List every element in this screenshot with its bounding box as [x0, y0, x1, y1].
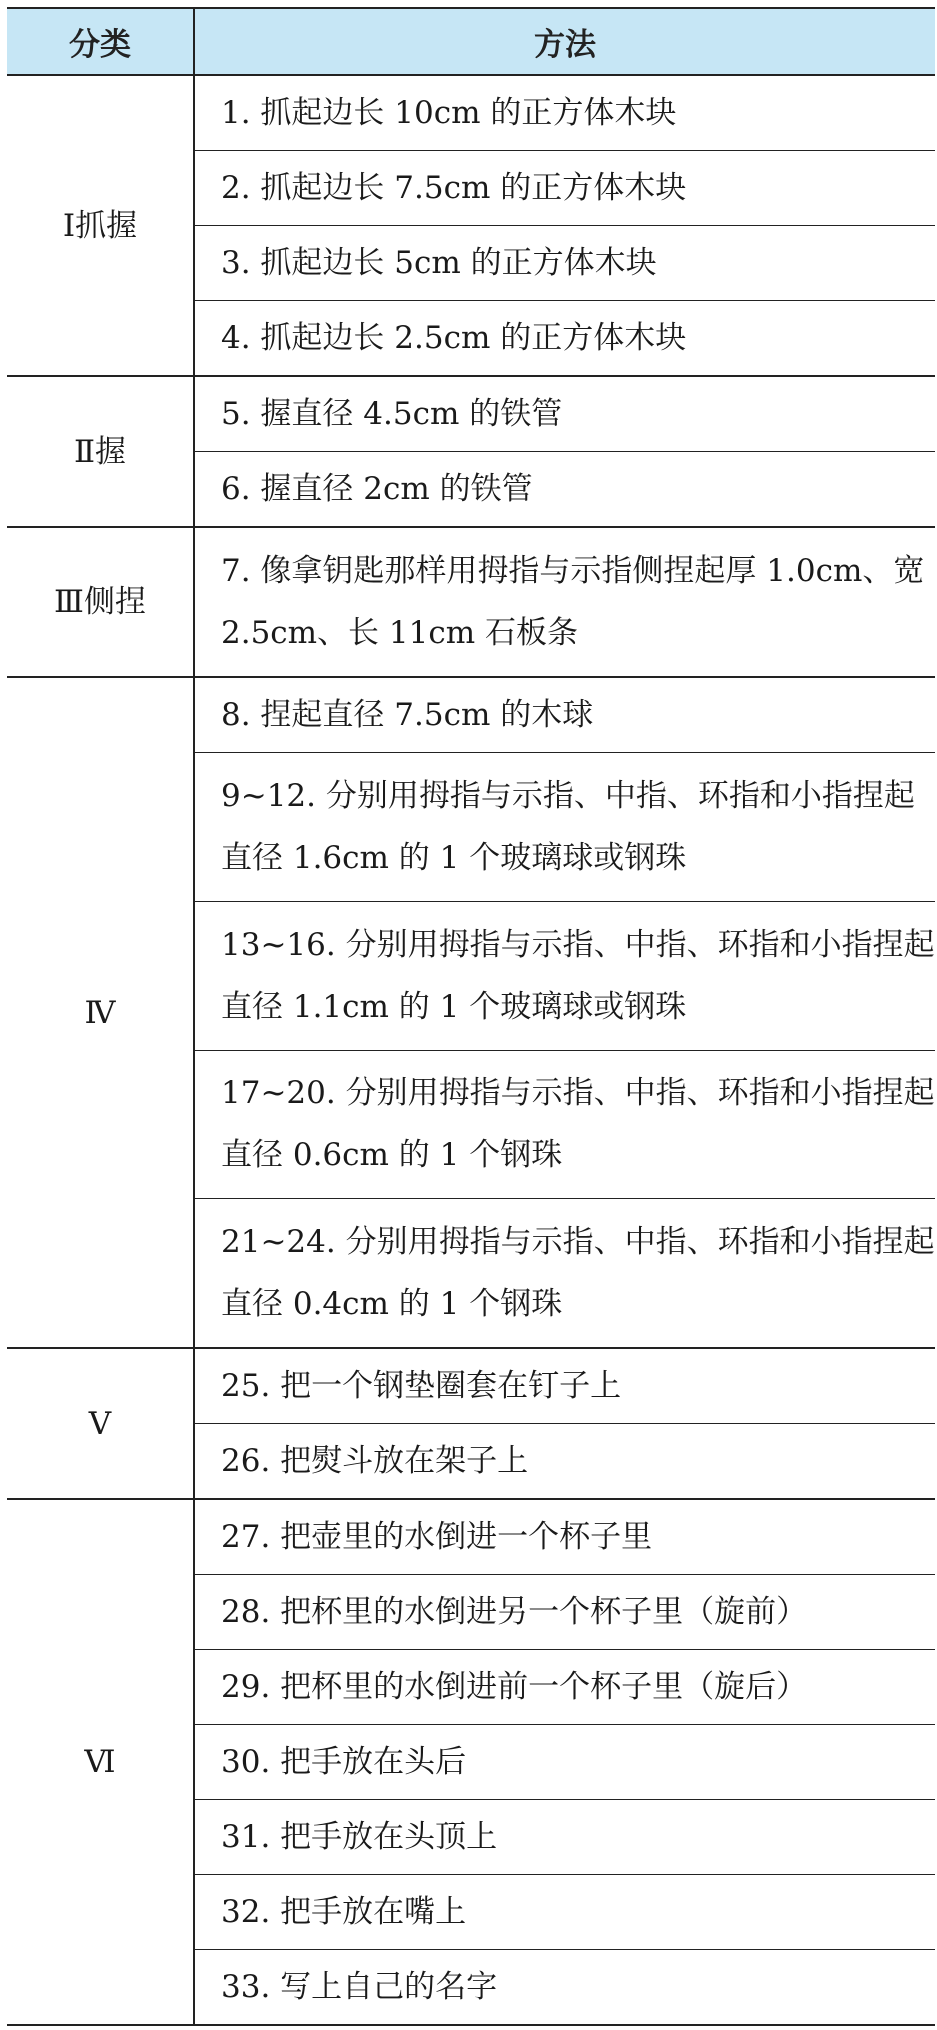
method-cell: 31. 把手放在头顶上	[194, 1800, 935, 1875]
method-cell: 25. 把一个钢垫圈套在钉子上	[194, 1348, 935, 1424]
header-category: 分类	[7, 9, 194, 75]
method-cell: 26. 把熨斗放在架子上	[194, 1424, 935, 1500]
method-cell: 33. 写上自己的名字	[194, 1949, 935, 2024]
table-row	[7, 677, 935, 753]
category-cell: Ⅰ抓握	[7, 75, 194, 376]
category-cell: Ⅴ	[7, 1348, 194, 1499]
grasp-test-table-wrapper	[7, 7, 935, 2026]
method-cell: 7. 像拿钥匙那样用拇指与示指侧捏起厚 1.0cm、宽 2.5cm、长 11cm 石板条	[194, 527, 935, 677]
method-cell: 5. 握直径 4.5cm 的铁管	[194, 376, 935, 452]
table-row	[7, 1348, 935, 1424]
method-cell: 27. 把壶里的水倒进一个杯子里	[194, 1499, 935, 1575]
method-cell: 6. 握直径 2cm 的铁管	[194, 452, 935, 528]
table-header	[7, 9, 935, 75]
method-cell: 9~12. 分别用拇指与示指、中指、环指和小指捏起直径 1.6cm 的 1 个玻璃球或钢珠	[194, 753, 935, 902]
grasp-test-table	[7, 9, 935, 2024]
category-cell: Ⅱ握	[7, 376, 194, 527]
category-cell: Ⅲ侧捏	[7, 527, 194, 677]
table-row	[7, 75, 935, 151]
category-cell: Ⅵ	[7, 1499, 194, 2024]
method-cell: 32. 把手放在嘴上	[194, 1875, 935, 1950]
method-cell: 30. 把手放在头后	[194, 1725, 935, 1800]
method-cell: 4. 抓起边长 2.5cm 的正方体木块	[194, 300, 935, 376]
method-cell: 8. 捏起直径 7.5cm 的木球	[194, 677, 935, 753]
table-row	[7, 376, 935, 452]
method-cell: 29. 把杯里的水倒进前一个杯子里（旋后）	[194, 1650, 935, 1725]
header-method: 方法	[194, 9, 935, 75]
method-cell: 13~16. 分别用拇指与示指、中指、环指和小指捏起直径 1.1cm 的 1 个玻璃球或钢珠	[194, 901, 935, 1050]
method-cell: 28. 把杯里的水倒进另一个杯子里（旋前）	[194, 1575, 935, 1650]
method-cell: 17~20. 分别用拇指与示指、中指、环指和小指捏起直径 0.6cm 的 1 个钢珠	[194, 1050, 935, 1199]
table-row	[7, 1499, 935, 1575]
table-row	[7, 527, 935, 677]
method-cell: 1. 抓起边长 10cm 的正方体木块	[221, 95, 677, 132]
method-cell: 3. 抓起边长 5cm 的正方体木块	[194, 226, 935, 301]
method-cell: 2. 抓起边长 7.5cm 的正方体木块	[194, 151, 935, 226]
method-cell: 21~24. 分别用拇指与示指、中指、环指和小指捏起直径 0.4cm 的 1 个钢珠	[194, 1199, 935, 1348]
category-cell: Ⅳ	[7, 677, 194, 1348]
